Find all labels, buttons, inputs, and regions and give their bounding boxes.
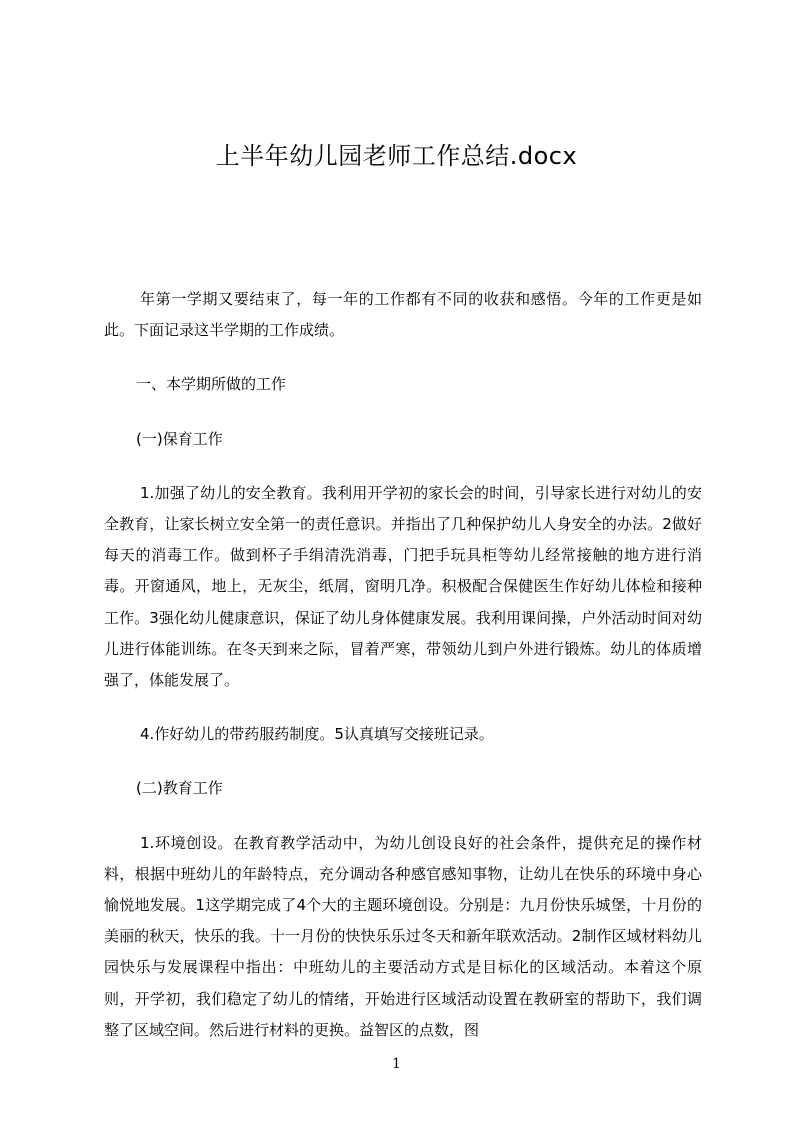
section-heading-work-done: 一、本学期所做的工作 (136, 375, 287, 394)
intro-paragraph: 年第一学期又要结束了，每一年的工作都有不同的收获和感悟。今年的工作更是如此。下面记录这半学期的工作成绩。 (104, 290, 702, 340)
page-number: 1 (392, 1056, 401, 1072)
document-body (104, 284, 702, 1069)
care-work-paragraph-2: 4.作好幼儿的带药服药制度。5认真填写交接班记录。 (140, 725, 494, 744)
education-paragraph: 1.环境创设。在教育教学活动中，为幼儿创设良好的社会条件，提供充足的操作材料，根据中班幼儿的年龄特点，充分调动各种感官感知事物，让幼儿在快乐的环境中身心愉悦地发展。1这学期完成了4个大的主题环境创设。分别是：九月份快乐城堡，十月份的美丽的秋天，快乐的我。十一月份的快快乐乐过冬天和新年联欢活动。2制作区域材料幼儿园快乐与发展课程中指出：中班幼儿的主要活动方式是目标化的区域活动。本着这个原则，开学初，我们稳定了幼儿的情绪，开始进行区域活动设置在教研室的帮助下，我们调整了区域空间。然后进行材料的更换。益智区的点数，图 (104, 833, 702, 1039)
subsection-heading-education-work: (二)教育工作 (136, 779, 223, 798)
document-title: 上半年幼儿园老师工作总结.docx (215, 142, 578, 170)
subsection-heading-care-work: (一)保育工作 (136, 429, 223, 448)
care-work-paragraph: 1.加强了幼儿的安全教育。我利用开学初的家长会的时间，引导家长进行对幼儿的安全教育，让家长树立安全第一的责任意识。并指出了几种保护幼儿人身安全的办法。2做好每天的消毒工作。做到杯子手绢清洗消毒，门把手玩具柜等幼儿经常接触的地方进行消毒。开窗通风，地上，无灰尘，纸屑，窗明几净。积极配合保健医生作好幼儿体检和接种工作。3强化幼儿健康意识，保证了幼儿身体健康发展。我利用课间操，户外活动时间对幼儿进行体能训练。在冬天到来之际，冒着严寒，带领幼儿到户外进行锻炼。幼儿的体质增强了，体能发展了。 (104, 483, 702, 690)
